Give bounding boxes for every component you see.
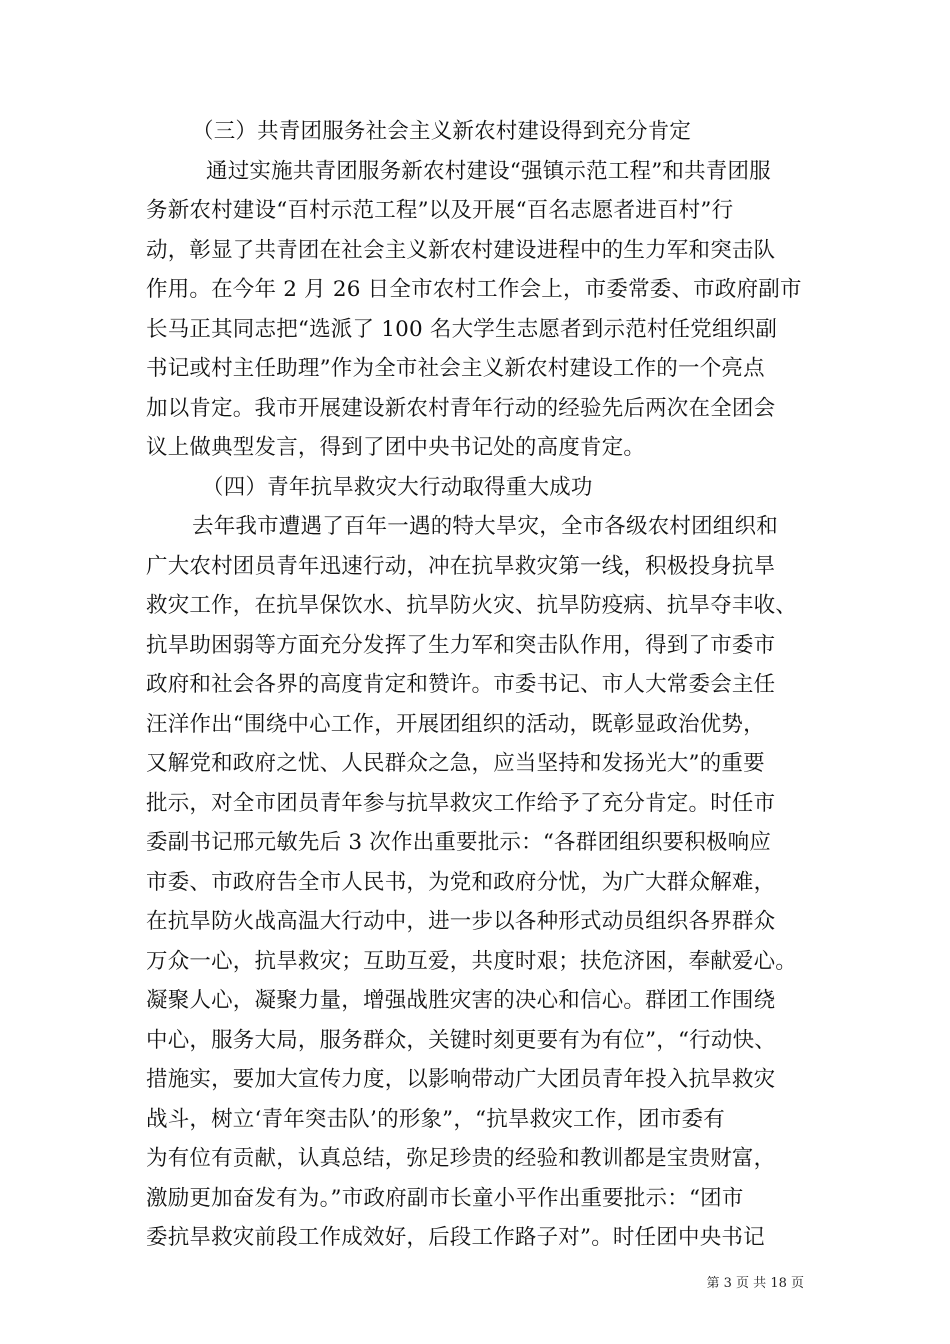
document-body xyxy=(146,112,806,1258)
paragraph-line: 加以肯定。我市开展建设新农村青年行动的经验先后两次在全团会 xyxy=(146,395,776,421)
paragraph-line: 书记或村主任助理”作为全市社会主义新农村建设工作的一个亮点 xyxy=(146,356,765,381)
paragraph-line: 作用。在今年 2 月 26 日全市农村工作会上，市委常委、市政府副市 xyxy=(146,277,802,302)
paragraph-line: 通过实施共青团服务新农村建设“强镇示范工程”和共青团服 xyxy=(206,158,771,184)
paragraph-line: 中心，服务大局，服务群众，关键时刻更要有为有位”，“行动快、 xyxy=(146,1027,776,1053)
paragraph-line: 汪洋作出“围绕中心工作，开展团组织的活动，既彰显政治优势， xyxy=(146,711,765,737)
section-heading-4: （四）青年抗旱救灾大行动取得重大成功 xyxy=(202,474,593,500)
paragraph-line: 凝聚人心，凝聚力量，增强战胜灾害的决心和信心。群团工作围绕 xyxy=(146,988,776,1013)
paragraph-line: 为有位有贡献，认真总结，弥足珍贵的经验和教训都是宝贵财富， xyxy=(146,1146,776,1171)
section-heading-3: （三）共青团服务社会主义新农村建设得到充分肯定 xyxy=(192,119,692,144)
paragraph-line: 动，彰显了共青团在社会主义新农村建设进程中的生力军和突击队 xyxy=(146,237,776,263)
paragraph-line: 措施实，要加大宣传力度，以影响带动广大团员青年投入抗旱救灾 xyxy=(146,1067,776,1092)
paragraph-line: 激励更加奋发有为。”市政府副市长童小平作出重要批示：“团市 xyxy=(146,1185,744,1211)
paragraph-line: 务新农村建设“百村示范工程”以及开展“百名志愿者进百村”行 xyxy=(146,198,734,223)
paragraph-line: 抗旱助困弱等方面充分发挥了生力军和突击队作用，得到了市委市 xyxy=(146,632,776,658)
paragraph-line: 市委、市政府告全市人民书，为党和政府分忧，为广大群众解难， xyxy=(146,869,776,895)
paragraph-line: 政府和社会各界的高度肯定和赞许。市委书记、市人大常委会主任 xyxy=(146,672,776,697)
paragraph-line: 委抗旱救灾前段工作成效好，后段工作路子对”。时任团中央书记 xyxy=(146,1225,765,1250)
paragraph-line: 批示，对全市团员青年参与抗旱救灾工作给予了充分肯定。时任市 xyxy=(146,790,776,816)
paragraph-line: 长马正其同志把“选派了 100 名大学生志愿者到示范村任党组织副 xyxy=(146,316,778,342)
paragraph-line: 去年我市遭遇了百年一遇的特大旱灾，全市各级农村团组织和 xyxy=(192,514,778,539)
paragraph-line: 议上做典型发言，得到了团中央书记处的高度肯定。 xyxy=(146,435,646,460)
paragraph-line: 委副书记邢元敏先后 3 次作出重要批示：“各群团组织要积极响应 xyxy=(146,830,772,855)
page-number: 第 3 页 共 18 页 xyxy=(706,1276,804,1291)
paragraph-line: 广大农村团员青年迅速行动，冲在抗旱救灾第一线，积极投身抗旱 xyxy=(146,553,776,579)
paragraph-line: 在抗旱防火战高温大行动中，进一步以各种形式动员组织各界群众 xyxy=(146,909,776,934)
paragraph-line: 战斗，树立‘青年突击队’的形象”，“抗旱救灾工作，团市委有 xyxy=(146,1106,725,1132)
paragraph-line: 万众一心，抗旱救灾；互助互爱，共度时艰；扶危济困，奉献爱心。 xyxy=(146,948,798,974)
paragraph-line: 又解党和政府之忧、人民群众之急，应当坚持和发扬光大”的重要 xyxy=(146,751,765,776)
paragraph-line: 救灾工作，在抗旱保饮水、抗旱防火灾、抗旱防疫病、抗旱夺丰收、 xyxy=(146,593,798,618)
